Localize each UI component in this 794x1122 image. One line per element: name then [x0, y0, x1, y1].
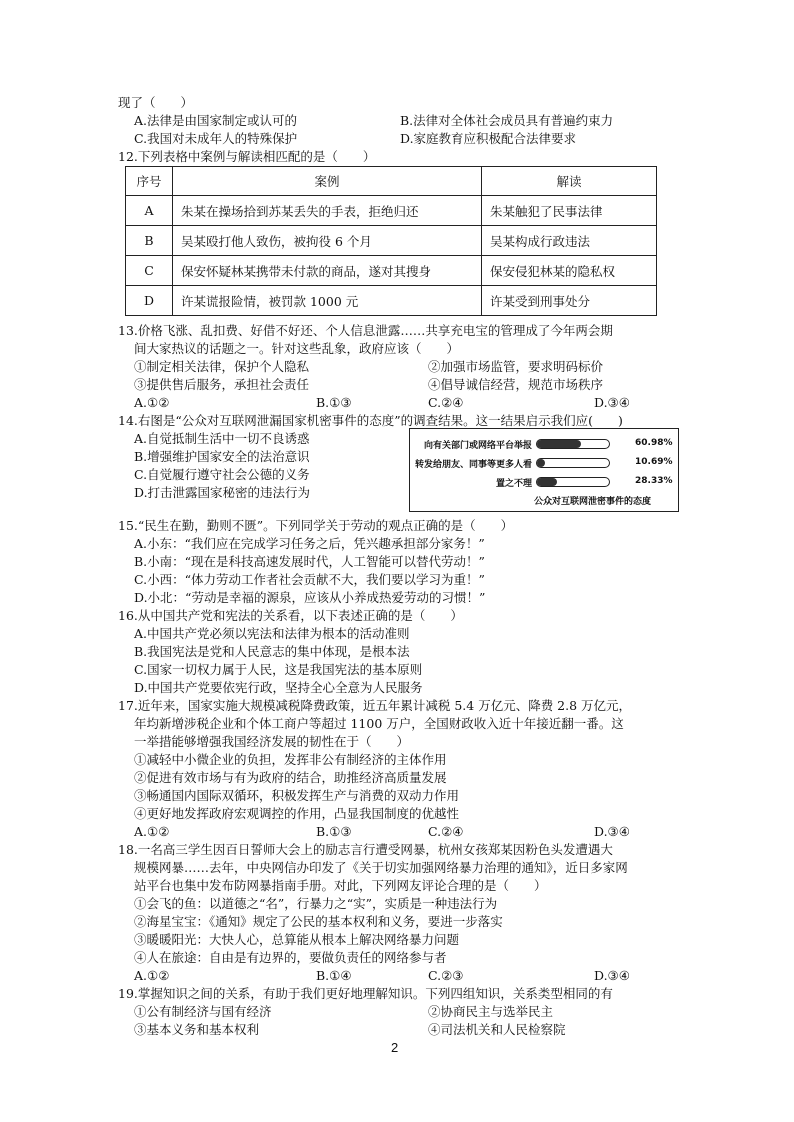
q15-option-c: C.小西：“体力劳动工作者社会贡献不大，我们要以学习为重！”: [134, 572, 485, 587]
q17-option-c: C.②④: [428, 824, 464, 839]
chart-bar-track: [536, 458, 610, 468]
q12-case-table: [125, 166, 657, 316]
chart-category-label: 转发给朋友、同事等更多人看: [414, 460, 532, 470]
q17-stem-line2: 年均新增涉税企业和个体工商户等超过 1100 万户，全国财政收入近十年接近翻一番。这: [134, 716, 624, 731]
chart-bar: [537, 478, 557, 486]
q18-statement-1: ①会飞的鱼：以道德之“名”，行暴力之“实”，实质是一种违法行为: [134, 896, 498, 911]
q14-stem: 14.右图是“公众对互联网泄漏国家机密事件的态度”的调查结果。这一结果启示我们应( ): [118, 413, 623, 428]
table-cell-number: A: [126, 196, 173, 226]
q17-option-d: D.③④: [594, 824, 630, 839]
chart-bar-track: [536, 439, 610, 449]
q19-statement-1: ①公有制经济与国有经济: [134, 1004, 272, 1019]
q11-option-d: D.家庭教育应积极配合法律要求: [400, 131, 577, 146]
q15-option-b: B.小南：“现在是科技高速发展时代，人工智能可以替代劳动！”: [134, 554, 485, 569]
table-header-number: 序号: [126, 167, 173, 196]
chart-bar-track: [536, 477, 610, 487]
q18-statement-3: ③暖暖阳光：大快人心，总算能从根本上解决网络暴力问题: [134, 932, 460, 947]
q14-option-d: D.打击泄露国家秘密的违法行为: [134, 485, 311, 500]
q18-stem-line2: 规模网暴……去年，中央网信办印发了《关于切实加强网络暴力治理的通知》，近日多家网: [134, 860, 628, 875]
table-cell-case: 保安怀疑林某携带未付款的商品，遂对其搜身: [173, 256, 482, 286]
table-cell-interpretation: 吴某构成行政违法: [482, 226, 657, 256]
q19-statement-3: ③基本义务和基本权利: [134, 1022, 260, 1037]
q13-stem-line1: 13.价格飞涨、乱扣费、好借不好还、个人信息泄露……共享充电宝的管理成了今年两会期: [118, 323, 613, 338]
table-cell-interpretation: 朱某触犯了民事法律: [482, 196, 657, 226]
survey-chart: [409, 428, 679, 512]
q11-option-c: C.我国对未成年人的特殊保护: [134, 131, 298, 146]
table-row: [126, 256, 657, 286]
table-row: [126, 196, 657, 226]
q17-option-b: B.①③: [316, 824, 352, 839]
q18-statement-2: ②海星宝宝：《通知》规定了公民的基本权利和义务，要进一步落实: [134, 914, 503, 929]
q12-stem: 12.下列表格中案例与解读相匹配的是（ ）: [118, 149, 376, 164]
table-cell-case: 朱某在操场拾到苏某丢失的手表，拒绝归还: [173, 196, 482, 226]
q18-option-b: B.①④: [316, 968, 352, 983]
chart-category-label: 置之不理: [495, 479, 532, 489]
chart-data-label: 10.69%: [635, 457, 673, 467]
table-row: [126, 226, 657, 256]
chart-bar-row: [410, 475, 678, 489]
q18-option-a: A.①②: [134, 968, 170, 983]
q17-statement-1: ①减轻中小微企业的负担，发挥非公有制经济的主体作用: [134, 752, 447, 767]
q16-option-d: D.中国共产党要依宪行政，坚持全心全意为人民服务: [134, 680, 423, 695]
q17-statement-3: ③畅通国内国际双循环，积极发挥生产与消费的双动力作用: [134, 788, 460, 803]
chart-category-label: 向有关部门或网络平台举报: [423, 441, 532, 451]
q16-stem: 16.从中国共产党和宪法的关系看，以下表述正确的是（ ）: [118, 608, 463, 623]
q13-statement-1: ①制定相关法律，保护个人隐私: [134, 359, 310, 374]
q15-option-d: D.小北：“劳动是幸福的源泉，应该从小养成热爱劳动的习惯！”: [134, 590, 486, 605]
q11-stem-tail: 现了（ ）: [118, 95, 194, 110]
table-cell-interpretation: 许某受到刑事处分: [482, 286, 657, 316]
q15-stem: 15.“民生在勤，勤则不匮”。下列同学关于劳动的观点正确的是（ ）: [118, 518, 514, 533]
table-cell-number: C: [126, 256, 173, 286]
chart-data-label: 60.98%: [635, 438, 673, 448]
q17-option-a: A.①②: [134, 824, 170, 839]
table-header-row: [126, 167, 657, 196]
q13-statement-3: ③提供售后服务，承担社会责任: [134, 377, 310, 392]
q16-option-c: C.国家一切权力属于人民，这是我国宪法的基本原则: [134, 662, 423, 677]
table-cell-case: 吴某殴打他人致伤，被拘役 6 个月: [173, 226, 482, 256]
q14-option-c: C.自觉履行遵守社会公德的义务: [134, 467, 310, 482]
table-cell-number: D: [126, 286, 173, 316]
q17-statement-2: ②促进有效市场与有为政府的结合，助推经济高质量发展: [134, 770, 447, 785]
q18-stem-line3: 站平台也集中发布防网暴指南手册。对此，下列网友评论合理的是（ ）: [134, 878, 547, 893]
q18-statement-4: ④人在旅途：自由是有边界的，要做负责任的网络参与者: [134, 950, 447, 965]
q13-statement-4: ④倡导诚信经营，规范市场秩序: [428, 377, 604, 392]
table-row: [126, 286, 657, 316]
q17-stem-line1: 17.近年来，国家实施大规模减税降费政策，近五年累计减税 5.4 万亿元、降费 2.8 万亿元，: [118, 698, 632, 713]
q13-option-c: C.②④: [428, 395, 464, 410]
chart-bar-row: [410, 437, 678, 451]
q19-statement-2: ②协商民主与选举民主: [428, 1004, 554, 1019]
q13-stem-line2: 间大家热议的话题之一。针对这些乱象，政府应该（ ）: [134, 341, 460, 356]
q17-stem-line3: 一举措能够增强我国经济发展的韧性在于（ ）: [134, 734, 410, 749]
q16-option-b: B.我国宪法是党和人民意志的集中体现，是根本法: [134, 644, 410, 659]
q18-stem-line1: 18.一名高三学生因百日誓师大会上的励志言行遭受网暴，杭州女孩郑某因粉色头发遭遇大: [118, 842, 613, 857]
q11-option-a: A.法律是由国家制定或认可的: [134, 113, 298, 128]
chart-bar: [537, 440, 581, 448]
q19-statement-4: ④司法机关和人民检察院: [428, 1022, 566, 1037]
table-cell-interpretation: 保安侵犯林某的隐私权: [482, 256, 657, 286]
q18-option-c: C.②③: [428, 968, 464, 983]
q14-option-a: A.自觉抵制生活中一切不良诱惑: [134, 431, 310, 446]
q19-stem: 19.掌握知识之间的关系，有助于我们更好地理解知识。下列四组知识，关系类型相同的有: [118, 986, 613, 1001]
q13-option-a: A.①②: [134, 395, 170, 410]
q17-statement-4: ④更好地发挥政府宏观调控的作用，凸显我国制度的优越性: [134, 806, 460, 821]
table-cell-case: 许某谎报险情，被罚款 1000 元: [173, 286, 482, 316]
table-header-interpretation: 解读: [482, 167, 657, 196]
q14-option-b: B.增强维护国家安全的法治意识: [134, 449, 310, 464]
chart-data-label: 28.33%: [635, 476, 673, 486]
q13-option-b: B.①③: [316, 395, 352, 410]
q18-option-d: D.③④: [594, 968, 630, 983]
chart-title: 公众对互联网泄密事件的态度: [534, 497, 652, 507]
q15-option-a: A.小东：“我们应在完成学习任务之后，凭兴趣承担部分家务！”: [134, 536, 485, 551]
q13-option-d: D.③④: [594, 395, 630, 410]
chart-bar: [537, 459, 545, 467]
q16-option-a: A.中国共产党必须以宪法和法律为根本的活动准则: [134, 626, 410, 641]
q11-option-b: B.法律对全体社会成员具有普遍约束力: [400, 113, 614, 128]
table-cell-number: B: [126, 226, 173, 256]
chart-bar-row: [410, 456, 678, 470]
page-number: 2: [391, 1040, 399, 1055]
table-header-case: 案例: [173, 167, 482, 196]
q13-statement-2: ②加强市场监管，要求明码标价: [428, 359, 604, 374]
